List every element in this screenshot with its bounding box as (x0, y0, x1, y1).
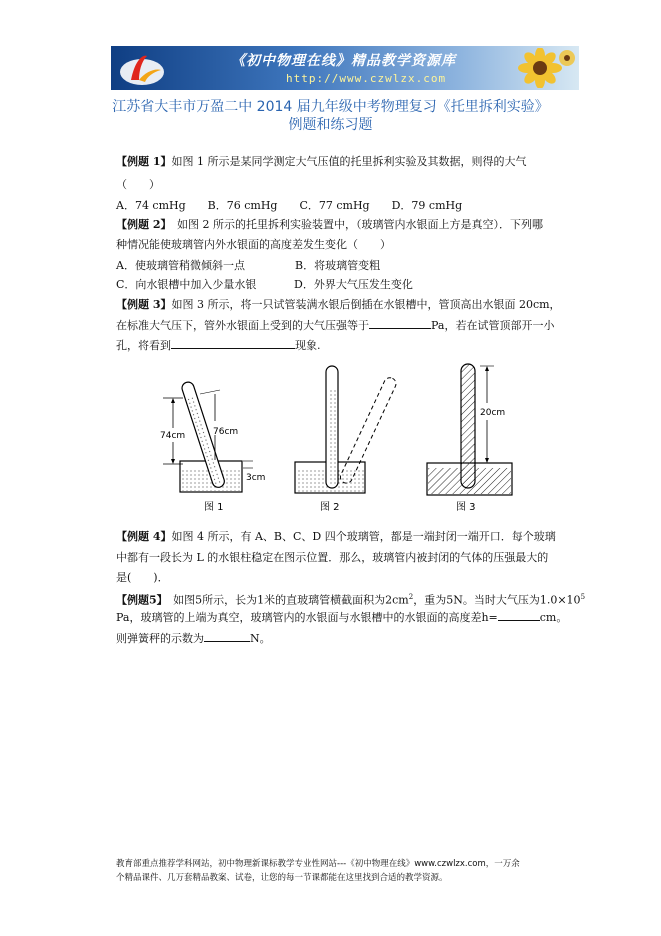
banner-title: 《初中物理在线》精品教学资源库 (231, 53, 456, 69)
q5-text1a: 如图5所示，长为1米的直玻璃管横截面积为2cm (162, 593, 409, 607)
footer-line1: 教育部重点推荐学科网站，初中物理新课标教学专业性网站---《初中物理在线》www.czwlzx.com，一万余 (116, 859, 520, 869)
q4-tag: 【例题 4】 (116, 530, 172, 543)
fig1-label-3cm: 3cm (246, 473, 266, 483)
q3-tag: 【例题 3】 (116, 298, 172, 311)
figure-1 (160, 381, 265, 513)
q3-text3a: 孔，将看到 (116, 339, 171, 352)
fig1-label-74: 74cm (160, 431, 186, 441)
page-title: 江苏省大丰市万盈二中 2014 届九年级中考物理复习《托里拆利实验》 (112, 99, 549, 115)
q3-line1 (116, 298, 561, 312)
footer-line2: 个精品课件、几万套精品教案、试卷，让您的每一节课都能在这里找到合适的教学资源。 (116, 873, 448, 883)
q2-option-b: B．将玻璃管变粗 (295, 259, 381, 272)
q4-text: 如图 4 所示，有 A、B、C、D 四个玻璃管，都是一端封闭一端开口．每个玻璃 (171, 530, 556, 543)
q4-line2: 中都有一段长为 L 的水银柱稳定在图示位置．那么，玻璃管内被封闭的气体的压强最大的 (116, 551, 549, 564)
fig3-caption: 图 3 (456, 502, 476, 513)
q5-text3a: 则弹簧秤的示数为 (116, 632, 204, 645)
sunflower-icon (505, 48, 575, 88)
q3-text2a: 在标准大气压下，管外水银面上受到的大气压强等于 (116, 319, 369, 332)
q1-text: 如图 1 所示是某同学测定大气压值的托里拆利实验及其数据，则得的大气 (171, 155, 527, 168)
q5-line3 (116, 631, 271, 646)
q5-tag: 【例题5】 (116, 593, 163, 607)
q4-line1 (116, 530, 556, 544)
q5-text1b: ，重为5N。当时大气压为1.0×10 (413, 593, 581, 607)
q1-line1 (116, 155, 526, 169)
q2-option-c: C．向水银槽中加入少量水银 (116, 278, 257, 291)
header-banner (111, 46, 579, 90)
q1-options: A．74 cmHg B．76 cmHg C．77 cmHg D．79 cmHg (116, 199, 463, 212)
q3-text3b: 现象. (295, 339, 321, 352)
site-logo-icon (117, 50, 167, 88)
q5-text2b: cm。 (539, 611, 568, 624)
fig3-label-20cm: 20cm (480, 408, 506, 418)
fig2-caption: 图 2 (320, 502, 340, 513)
q5-line1 (116, 590, 585, 608)
q1-bracket: （ ） (116, 178, 160, 191)
q5-blank-height[interactable] (498, 610, 540, 621)
q3-blank-pressure[interactable] (369, 318, 431, 329)
figure-3 (427, 364, 512, 513)
q3-blank-phenomenon[interactable] (171, 338, 295, 349)
fig1-caption: 图 1 (204, 502, 224, 513)
q5-line2 (116, 610, 567, 625)
banner-url: http://www.czwlzx.com (286, 72, 447, 85)
q3-text: 如图 3 所示，将一只试管装满水银后倒插在水银槽中，管顶高出水银面 20cm， (171, 298, 561, 311)
fig1-label-76: 76cm (213, 427, 239, 437)
q1-tag: 【例题 1】 (116, 155, 172, 168)
q5-text2a: Pa，玻璃管的上端为真空，玻璃管内的水银面与水银槽中的水银面的高度差h= (116, 611, 498, 624)
q3-line3 (116, 338, 321, 353)
q4-line3: 是( )． (116, 571, 169, 584)
q3-line2 (116, 318, 554, 333)
figure-2 (295, 366, 398, 513)
figures-1-2-3 (150, 358, 520, 518)
page-subtitle: 例题和练习题 (288, 117, 373, 133)
q3-text2b: Pa，若在试管顶部开一小 (431, 319, 555, 332)
q2-line1 (116, 218, 543, 232)
q5-sup2: 5 (580, 593, 586, 601)
q2-option-d: D．外界大气压发生变化 (294, 278, 413, 291)
q2-text: 如图 2 所示的托里拆利实验装置中，（玻璃管内水银面上方是真空）．下列哪 (165, 218, 543, 231)
q2-option-a: A．使玻璃管稍微倾斜一点 (116, 259, 245, 272)
q2-tag: 【例题 2】 (116, 218, 166, 231)
q5-text3b: N。 (250, 632, 271, 645)
q5-sup1: 2 (408, 593, 414, 601)
q2-line2: 种情况能使玻璃管内外水银面的高度差发生变化（ ） (116, 238, 391, 251)
q5-blank-reading[interactable] (204, 631, 250, 642)
